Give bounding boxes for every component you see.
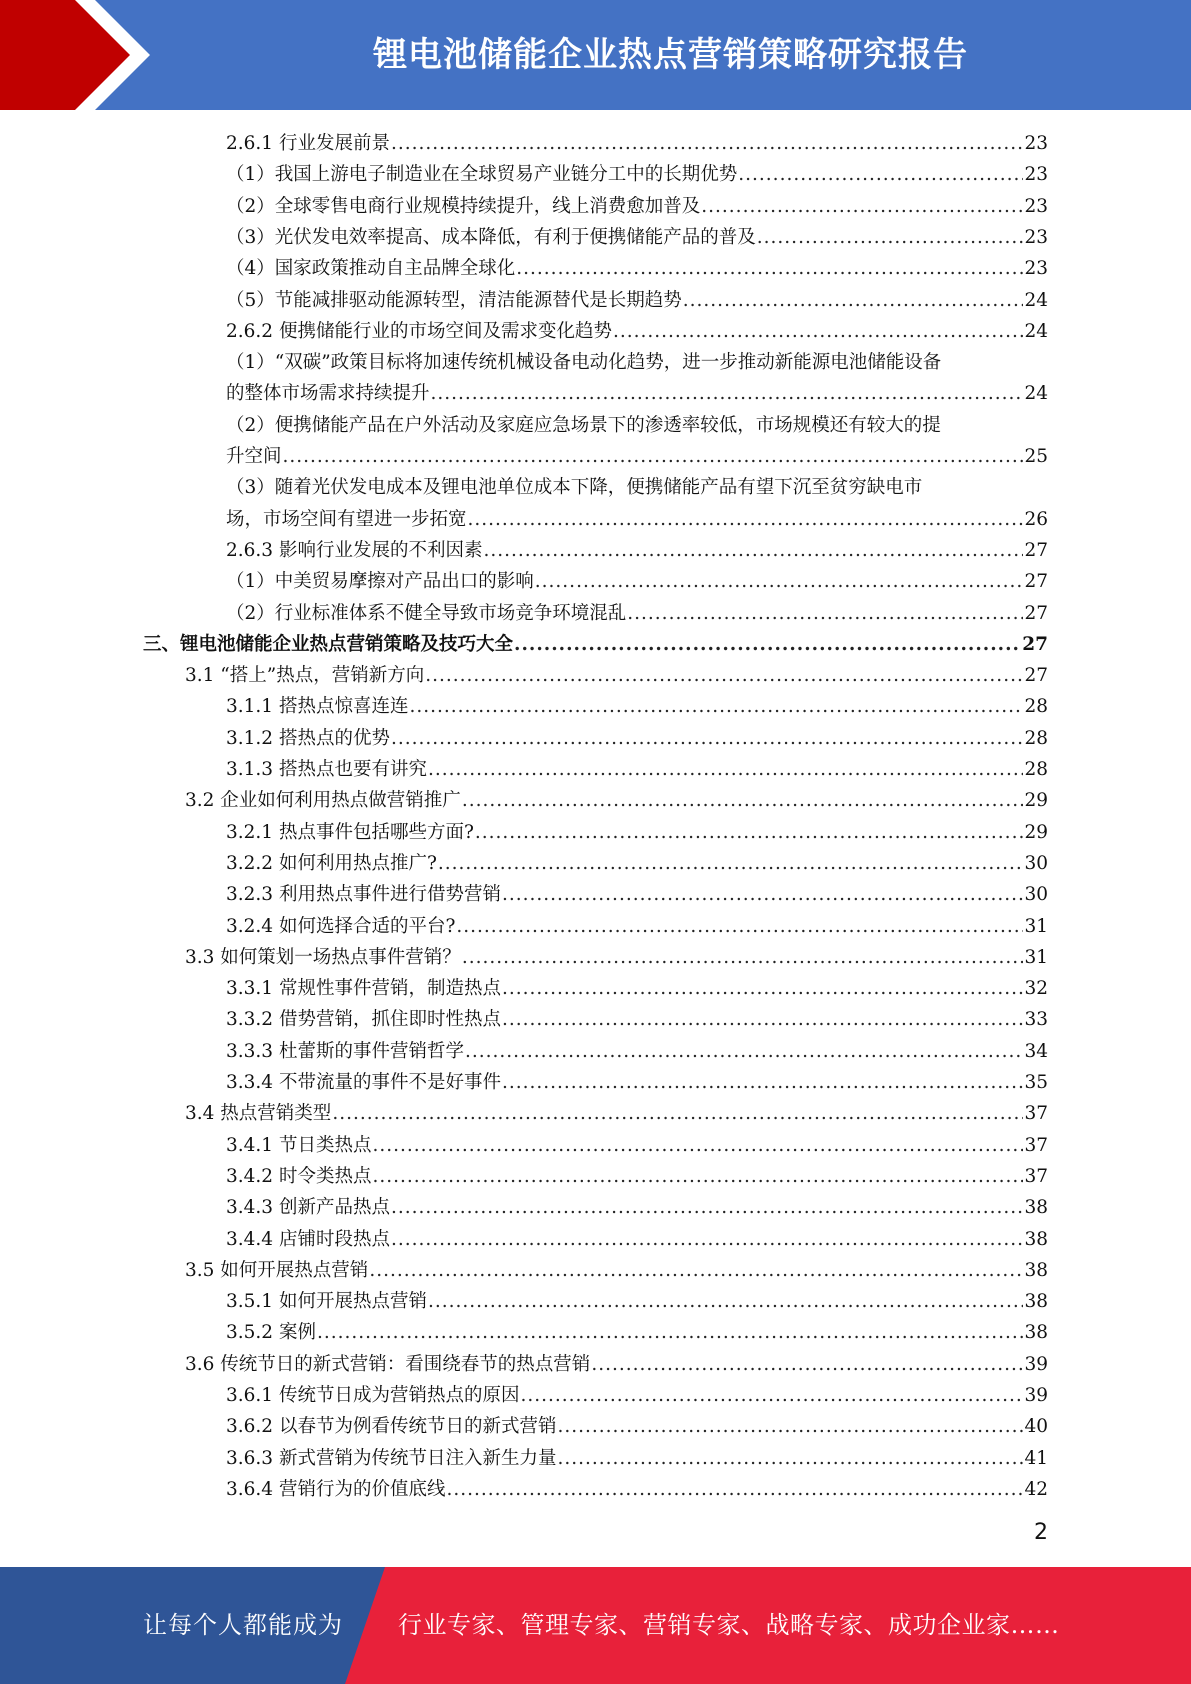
- toc-leader-dots: [462, 785, 1024, 816]
- toc-entry-title: 2.6.1 行业发展前景: [226, 133, 390, 154]
- toc-entry-title: 升空间: [226, 446, 282, 467]
- toc-leader-dots: [683, 285, 1024, 316]
- toc-leader-dots: [520, 1380, 1023, 1411]
- toc-page-number: 25: [1024, 446, 1048, 467]
- toc-page-number: 38: [1024, 1322, 1048, 1344]
- toc-leader-dots: [613, 316, 1023, 347]
- toc-leader-dots: [438, 848, 1024, 879]
- toc-entry[interactable]: [226, 191, 1048, 222]
- toc-leader-dots: [456, 911, 1023, 942]
- toc-leader-dots: [428, 754, 1023, 785]
- toc-entry-title: （1）中美贸易摩擦对产品出口的影响: [226, 571, 534, 593]
- toc-entry[interactable]: [226, 1411, 1048, 1442]
- toc-entry-title: 3.4.3 创新产品热点: [226, 1197, 390, 1219]
- toc-leader-dots: [502, 1067, 1023, 1098]
- toc-entry-line: （3）随着光伏发电成本及锂电池单位成本下降，便携储能产品有望下沉至贫穷缺电市: [226, 477, 923, 499]
- toc-leader-dots: [391, 1224, 1023, 1255]
- toc-page-number: 38: [1024, 1228, 1048, 1250]
- toc-leader-dots: [317, 1317, 1024, 1348]
- toc-entry-title: （4）国家政策推动自主品牌全球化: [226, 258, 516, 280]
- toc-entry-title: 3.2 企业如何利用热点做营销推广: [185, 790, 461, 812]
- toc-leader-dots: [462, 942, 1024, 973]
- toc-entry[interactable]: [226, 1161, 1048, 1192]
- toc-leader-dots: [409, 691, 1023, 722]
- toc-entry-title: 3.4.4 店铺时段热点: [226, 1228, 390, 1250]
- toc-page-number: 32: [1024, 978, 1048, 1000]
- toc-leader-dots: [483, 535, 1023, 566]
- toc-entry[interactable]: [143, 629, 1048, 660]
- toc-page-number: 38: [1024, 1259, 1048, 1281]
- toc-entry-title: 3.6.4 营销行为的价值底线: [226, 1478, 446, 1500]
- toc-entry[interactable]: [226, 1474, 1048, 1505]
- toc-entry-title: 3.2.1 热点事件包括哪些方面?: [226, 821, 474, 843]
- toc-entry-title: 3.4.2 时令类热点: [226, 1165, 372, 1187]
- toc-page-number: 40: [1024, 1416, 1048, 1438]
- toc-leader-dots: [502, 1004, 1023, 1035]
- toc-entry[interactable]: [226, 1317, 1048, 1348]
- toc-entry-title: 3.2.2 如何利用热点推广?: [226, 852, 437, 874]
- toc-leader-dots: [701, 191, 1023, 222]
- toc-page-number: 27: [1024, 539, 1048, 561]
- toc-entry-title: 3.5.1 如何开展热点营销: [226, 1291, 427, 1313]
- toc-page-number: 30: [1024, 884, 1048, 906]
- toc-entry[interactable]: [226, 1004, 1048, 1035]
- toc-entry-title: 3.5 如何开展热点营销: [185, 1259, 369, 1281]
- toc-entry-title: 3.3.3 杜蕾斯的事件营销哲学: [226, 1040, 464, 1062]
- footer-slogan-right: 行业专家、管理专家、营销专家、战略专家、成功企业家……: [398, 1611, 1060, 1639]
- toc-entry[interactable]: [226, 1036, 1048, 1067]
- toc-page-number: 39: [1024, 1385, 1048, 1406]
- toc-leader-dots: [535, 566, 1024, 597]
- toc-entry[interactable]: [226, 817, 1048, 848]
- toc-leader-dots: [627, 598, 1023, 629]
- toc-entry-title: 3.3 如何策划一场热点事件营销？: [185, 946, 461, 968]
- toc-page-number: 37: [1024, 1103, 1048, 1125]
- toc-entry[interactable]: [226, 598, 1048, 629]
- toc-leader-dots: [514, 629, 1021, 660]
- toc-entry-title: 2.6.3 影响行业发展的不利因素: [226, 539, 483, 561]
- toc-entry[interactable]: [185, 1255, 1048, 1286]
- toc-page-number: 27: [1024, 602, 1048, 624]
- toc-entry-title: 3.6.3 新式营销为传统节日注入新生力量: [226, 1447, 557, 1469]
- toc-page-number: 23: [1024, 164, 1048, 186]
- toc-leader-dots: [428, 1286, 1023, 1317]
- toc-entry-line: （2）便携储能产品在户外活动及家庭应急场景下的渗透率较低，市场规模还有较大的提: [226, 414, 941, 436]
- toc-entry-line: （1）“双碳”政策目标将加速传统机械设备电动化趋势，进一步推动新能源电池储能设备: [226, 352, 942, 374]
- toc-page-number: 38: [1024, 1291, 1048, 1313]
- toc-leader-dots: [391, 128, 1023, 159]
- toc-leader-dots: [369, 1255, 1023, 1286]
- report-title: 锂电池储能企业热点营销策略研究报告: [373, 35, 968, 75]
- toc-entry[interactable]: [226, 879, 1048, 910]
- toc-page-number: 27: [1024, 571, 1048, 593]
- toc-entry-title: 3.2.3 利用热点事件进行借势营销: [226, 884, 501, 906]
- toc-leader-dots: [502, 879, 1023, 910]
- toc-entry-title: 3.1.2 搭热点的优势: [226, 727, 390, 749]
- toc-entry[interactable]: [185, 1349, 1048, 1380]
- toc-leader-dots: [391, 1192, 1023, 1223]
- toc-page-number: 24: [1024, 320, 1048, 342]
- toc-leader-dots: [738, 159, 1023, 190]
- toc-page-number: 38: [1024, 1197, 1048, 1219]
- toc-page-number: 39: [1024, 1353, 1048, 1375]
- toc-entry[interactable]: [226, 441, 1048, 472]
- toc-leader-dots: [516, 253, 1023, 284]
- toc-leader-dots: [502, 973, 1023, 1004]
- toc-entry[interactable]: [226, 1192, 1048, 1223]
- toc-page-number: 35: [1024, 1072, 1048, 1093]
- toc-entry-title: 3.3.4 不带流量的事件不是好事件: [226, 1072, 501, 1093]
- toc-entry-title: （2）行业标准体系不健全导致市场竞争环境混乱: [226, 602, 627, 624]
- toc-leader-dots: [283, 441, 1024, 472]
- toc-leader-dots: [372, 1161, 1023, 1192]
- toc-entry-title: （2）全球零售电商行业规模持续提升，线上消费愈加普及: [226, 195, 701, 217]
- toc-page-number: 31: [1024, 915, 1048, 937]
- footer-slogan-left: 让每个人都能成为: [143, 1611, 343, 1639]
- toc-entry-title: 3.4.1 节日类热点: [226, 1134, 372, 1156]
- toc-entry[interactable]: [226, 691, 1048, 722]
- toc-page-number: 30: [1024, 852, 1048, 874]
- toc-entry-title: 3.6.2 以春节为例看传统节日的新式营销: [226, 1416, 557, 1438]
- toc-page-number: 28: [1024, 727, 1048, 749]
- page-number: 2: [1034, 1520, 1048, 1545]
- toc-entry[interactable]: [226, 848, 1048, 879]
- toc-entry-title: 2.6.2 便携储能行业的市场空间及需求变化趋势: [226, 320, 612, 342]
- toc-entry[interactable]: [226, 253, 1048, 284]
- toc-entry[interactable]: [226, 378, 1048, 409]
- toc-leader-dots: [557, 1411, 1023, 1442]
- toc-entry-title: 3.6 传统节日的新式营销：看围绕春节的热点营销: [185, 1353, 591, 1375]
- toc-page-number: 24: [1024, 383, 1048, 405]
- page-footer: [0, 1567, 1191, 1684]
- toc-leader-dots: [557, 1443, 1023, 1474]
- toc-leader-dots: [468, 504, 1024, 535]
- toc-page-number: 29: [1024, 821, 1048, 843]
- toc-entry[interactable]: [185, 785, 1048, 816]
- toc-entry-title: 3.2.4 如何选择合适的平台?: [226, 915, 456, 937]
- toc-leader-dots: [391, 723, 1023, 754]
- toc-page-number: 23: [1024, 133, 1048, 154]
- toc-entry[interactable]: [226, 911, 1048, 942]
- toc-entry[interactable]: [226, 1130, 1048, 1161]
- toc-entry-title: 3.6.1 传统节日成为营销热点的原因: [226, 1385, 520, 1406]
- toc-leader-dots: [757, 222, 1024, 253]
- toc-page-number: 42: [1024, 1478, 1048, 1500]
- toc-entry[interactable]: [226, 1286, 1048, 1317]
- toc-leader-dots: [431, 378, 1024, 409]
- toc-page-number: 26: [1024, 508, 1048, 530]
- toc-entry-title: 3.3.1 常规性事件营销，制造热点: [226, 978, 501, 1000]
- toc-entry[interactable]: [226, 535, 1048, 566]
- toc-entry-title: 场，市场空间有望进一步拓宽: [226, 508, 467, 530]
- toc-page-number: 27: [1022, 633, 1048, 655]
- toc-entry[interactable]: [226, 1224, 1048, 1255]
- toc-entry-title: （3）光伏发电效率提高、成本降低，有利于便携储能产品的普及: [226, 226, 756, 248]
- toc-entry-title: （5）节能减排驱动能源转型，清洁能源替代是长期趋势: [226, 289, 682, 311]
- toc-page-number: 23: [1024, 258, 1048, 280]
- toc-entry[interactable]: [185, 1098, 1048, 1129]
- toc-entry[interactable]: [226, 285, 1048, 316]
- toc-entry-title: 三、锂电池储能企业热点营销策略及技巧大全: [143, 633, 514, 655]
- toc-entry[interactable]: [226, 1443, 1048, 1474]
- toc-entry[interactable]: [226, 566, 1048, 597]
- toc-page-number: 27: [1024, 665, 1048, 687]
- toc-entry[interactable]: [226, 504, 1048, 535]
- toc-entry[interactable]: [226, 754, 1048, 785]
- header-arrow-decoration: [0, 0, 160, 110]
- toc-entry[interactable]: [226, 128, 1048, 159]
- toc-leader-dots: [475, 817, 1024, 848]
- toc-entry[interactable]: [226, 222, 1048, 253]
- toc-page-number: 23: [1024, 195, 1048, 217]
- toc-entry[interactable]: [226, 316, 1048, 347]
- toc-entry-title: 3.5.2 案例: [226, 1322, 316, 1344]
- toc-page-number: 31: [1024, 946, 1048, 968]
- toc-page-number: 33: [1024, 1009, 1048, 1031]
- toc-entry-title: 3.3.2 借势营销，抓住即时性热点: [226, 1009, 501, 1031]
- toc-leader-dots: [465, 1036, 1023, 1067]
- toc-leader-dots: [446, 1474, 1023, 1505]
- toc-entry-title: （1）我国上游电子制造业在全球贸易产业链分工中的长期优势: [226, 164, 738, 186]
- toc-page-number: 34: [1024, 1040, 1048, 1062]
- toc-page-number: 23: [1024, 226, 1048, 248]
- toc-page-number: 29: [1024, 790, 1048, 812]
- toc-entry[interactable]: [185, 942, 1048, 973]
- toc-entry[interactable]: [226, 159, 1048, 190]
- toc-entry[interactable]: [185, 660, 1048, 691]
- toc-leader-dots: [591, 1349, 1023, 1380]
- toc-leader-dots: [332, 1098, 1023, 1129]
- toc-page-number: 28: [1024, 759, 1048, 780]
- toc-entry[interactable]: [226, 1067, 1048, 1098]
- toc-entry-title: 3.1.1 搭热点惊喜连连: [226, 696, 409, 718]
- toc-entry[interactable]: [226, 1380, 1048, 1411]
- toc-entry[interactable]: [226, 973, 1048, 1004]
- toc-leader-dots: [372, 1130, 1023, 1161]
- toc-page-number: 24: [1024, 289, 1048, 311]
- toc-page-number: 37: [1024, 1134, 1048, 1156]
- toc-entry-title: 的整体市场需求持续提升: [226, 383, 430, 405]
- toc-page-number: 37: [1024, 1165, 1048, 1187]
- toc-entry-title: 3.1 “搭上”热点，营销新方向: [185, 665, 425, 687]
- toc-leader-dots: [425, 660, 1023, 691]
- toc-entry[interactable]: [226, 723, 1048, 754]
- toc-page-number: 41: [1024, 1447, 1048, 1469]
- page-header: [0, 0, 1191, 110]
- toc-entry-title: 3.4 热点营销类型: [185, 1103, 332, 1125]
- toc-entry-title: 3.1.3 搭热点也要有讲究: [226, 759, 427, 780]
- toc-page-number: 28: [1024, 696, 1048, 718]
